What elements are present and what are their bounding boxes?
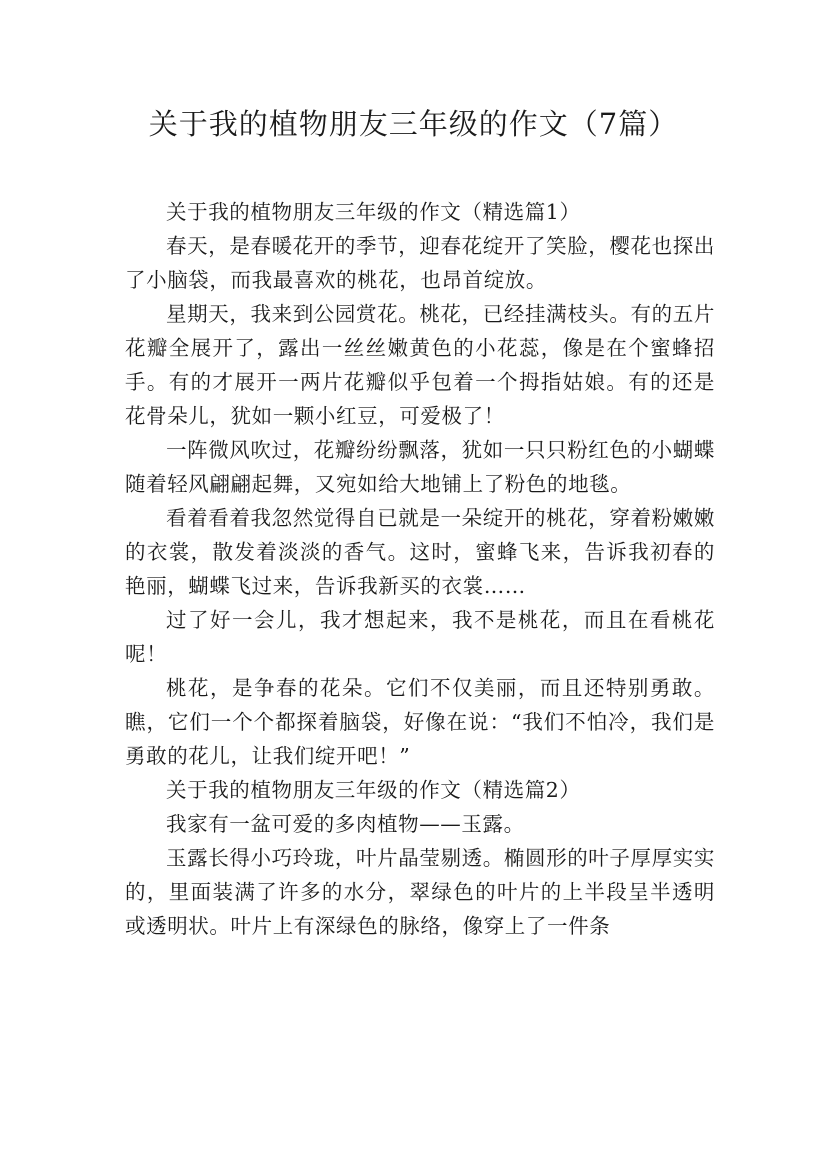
paragraph: 桃花，是争春的花朵。它们不仅美丽，而且还特别勇敢。瞧，它们一个个都探着脑袋，好像在说：“我们不怕冷，我们是勇敢的花儿，让我们绽开吧！” [125,676,715,768]
section-heading-2: 关于我的植物朋友三年级的作文（精选篇2） [166,778,581,802]
document-body [125,195,715,943]
paragraph: 我家有一盆可爱的多肉植物——玉露。 [166,812,525,836]
paragraph: 看着看着我忽然觉得自已就是一朵绽开的桃花，穿着粉嫩嫩的衣裳，散发着淡淡的香气。这时，蜜蜂飞来，告诉我初春的艳丽，蝴蝶飞过来，告诉我新买的衣裳…… [125,506,715,598]
paragraph: 过了好一会儿，我才想起来，我不是桃花，而且在看桃花呢！ [125,608,715,666]
paragraph: 星期天，我来到公园赏花。桃花，已经挂满枝头。有的五片花瓣全展开了，露出一丝丝嫩黄色的小花蕊，像是在个蜜蜂招手。有的才展开一两片花瓣似乎包着一个拇指姑娘。有的还是花骨朵儿，犹如一颗小红豆，可爱极了！ [125,302,715,428]
paragraph: 玉露长得小巧玲珑，叶片晶莹剔透。椭圆形的叶子厚厚实实的，里面装满了许多的水分，翠绿色的叶片的上半段呈半透明或透明状。叶片上有深绿色的脉络，像穿上了一件条 [125,846,715,938]
paragraph: 一阵微风吹过，花瓣纷纷飘落，犹如一只只粉红色的小蝴蝶随着轻风翩翩起舞，又宛如给大地铺上了粉色的地毯。 [125,438,715,496]
document-title: 关于我的植物朋友三年级的作文（7篇） [148,107,679,141]
paragraph: 春天，是春暖花开的季节，迎春花绽开了笑脸，樱花也探出了小脑袋，而我最喜欢的桃花，也昂首绽放。 [125,234,715,292]
section-heading-1: 关于我的植物朋友三年级的作文（精选篇1） [166,200,581,224]
